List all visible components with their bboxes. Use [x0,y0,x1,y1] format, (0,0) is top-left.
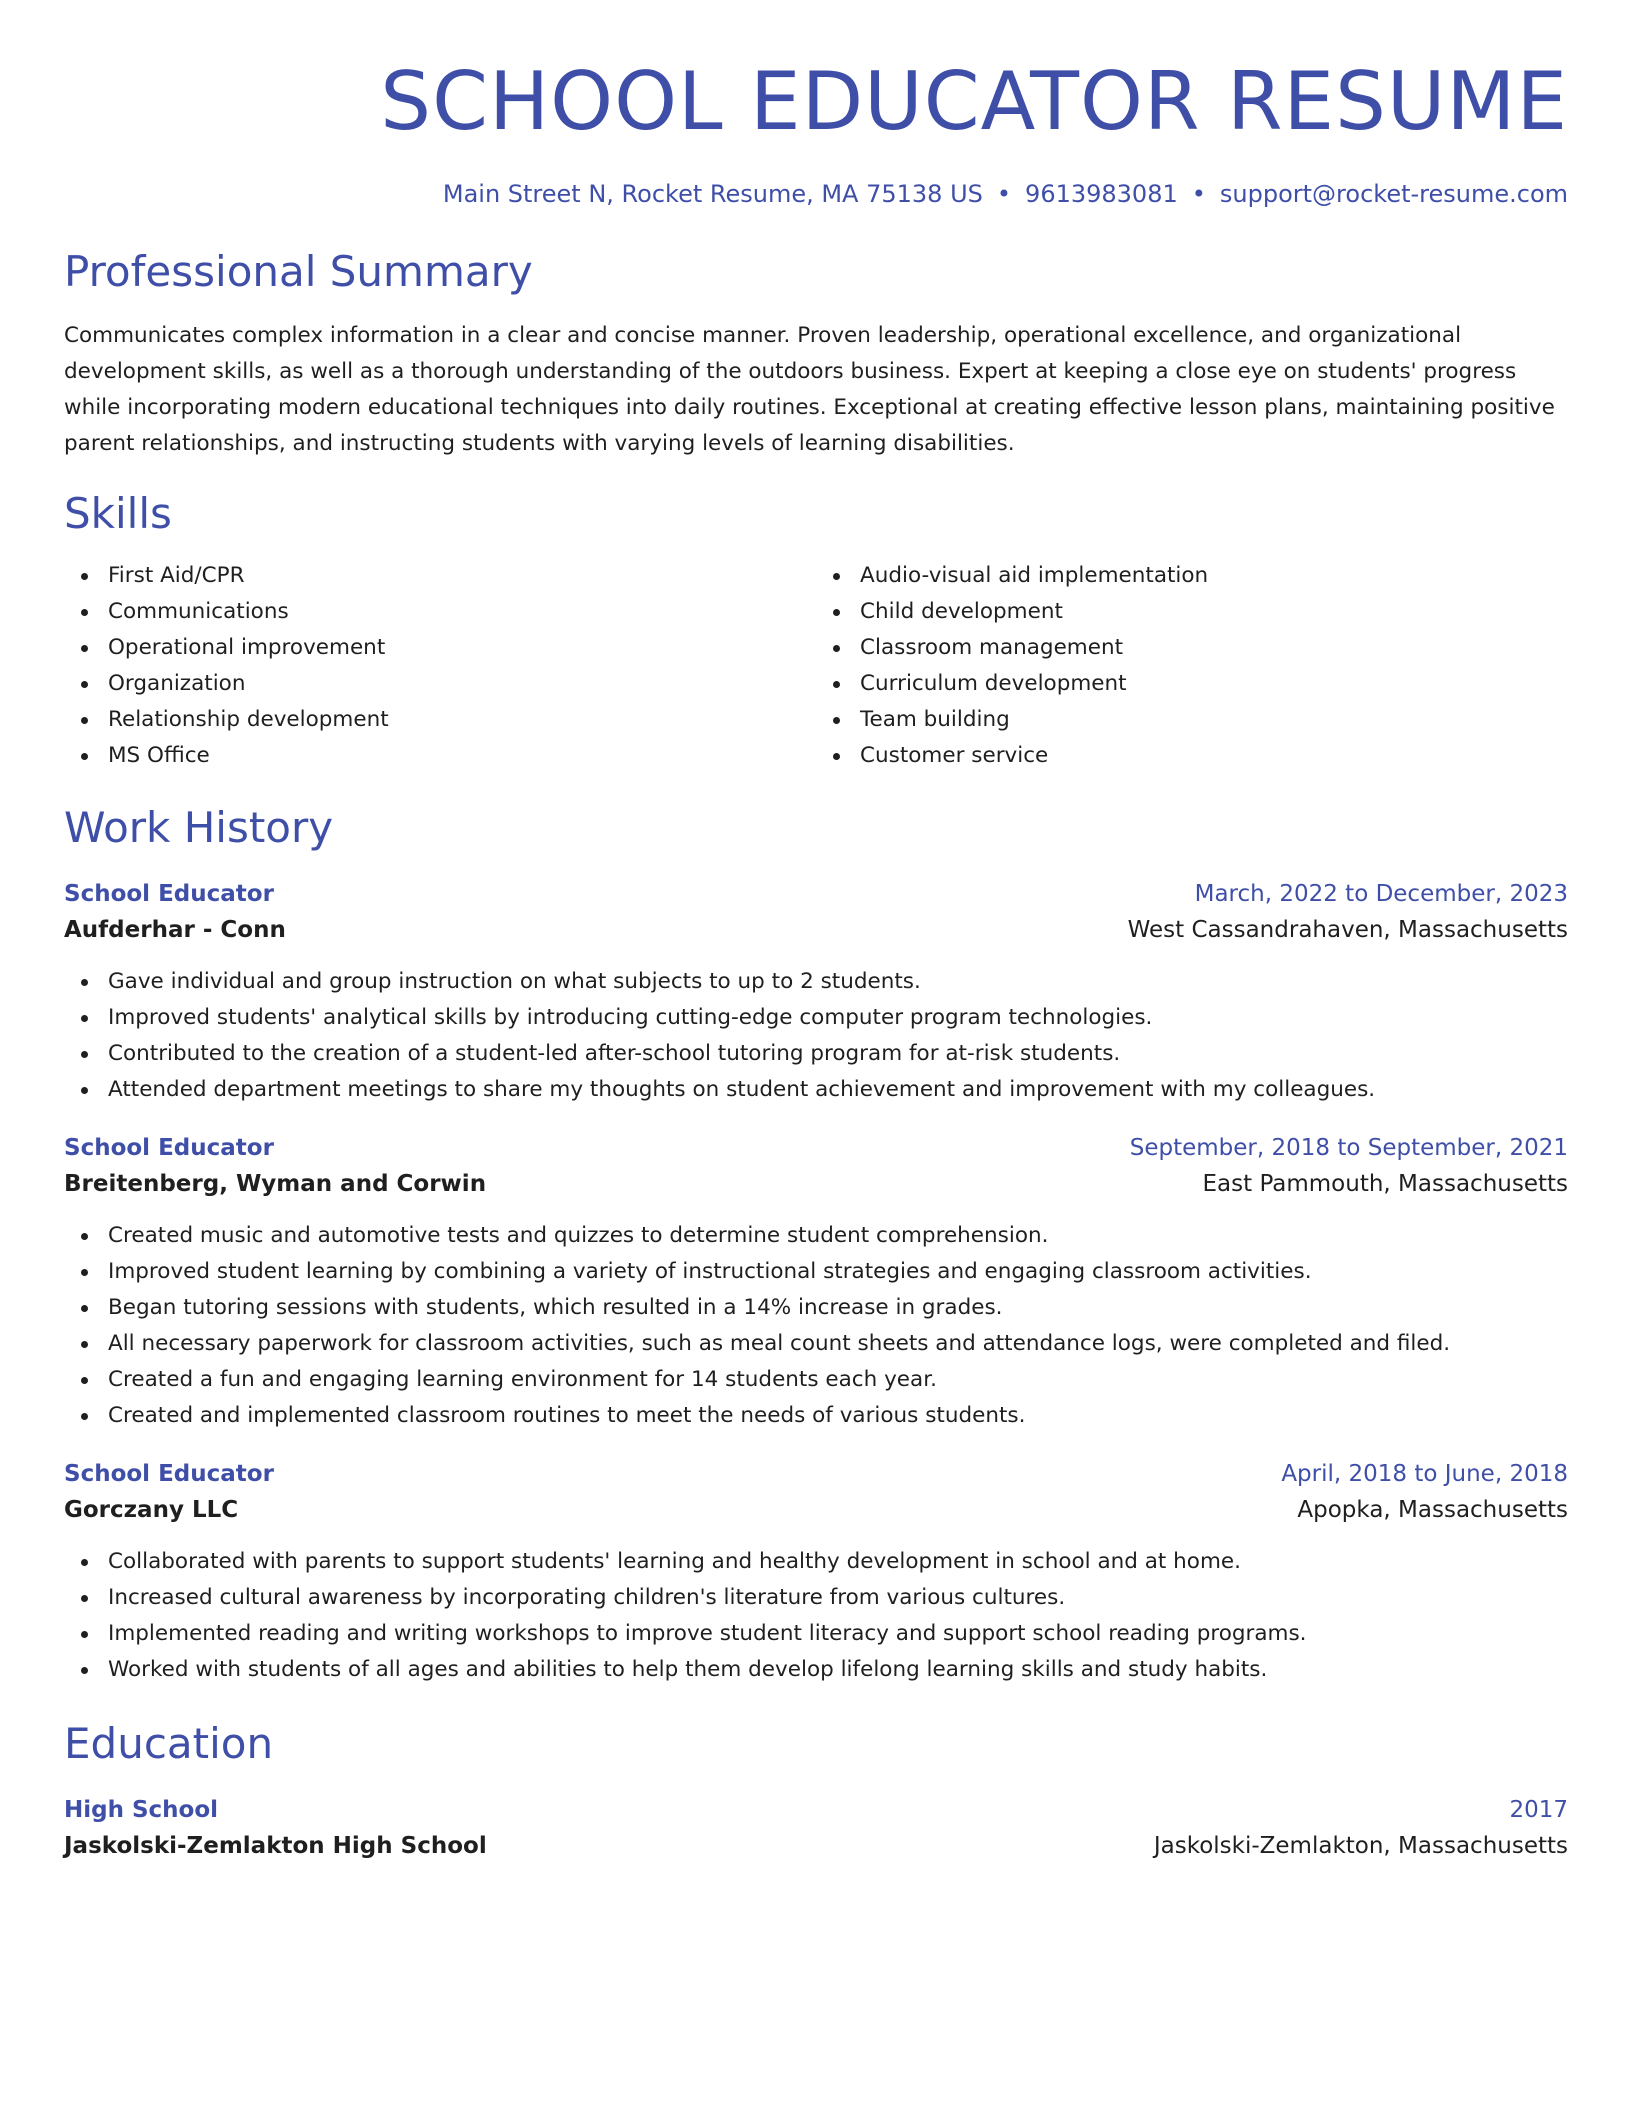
bullet-icon [81,681,88,688]
skills-list-right [816,558,1568,774]
job-company: Aufderhar - Conn [64,917,286,943]
bullet-icon [833,753,840,760]
education-heading: Education [64,1719,274,1768]
job-dates: April, 2018 to June, 2018 [1281,1461,1568,1487]
skill-item [860,558,1568,594]
skill-label: First Aid/CPR [108,563,245,588]
duty-text: Improved student learning by combining a variety of instructional strategies and engaging classroom activities. [108,1259,1312,1284]
duty-text: Created music and automotive tests and quizzes to determine student comprehension. [108,1223,1049,1248]
skill-label: Audio-visual aid implementation [860,563,1209,588]
duty-text: All necessary paperwork for classroom activities, such as meal count sheets and attendance logs, were completed and filed. [108,1331,1451,1356]
education-entry [64,1792,1568,1864]
skill-item [860,666,1568,702]
skills-grid [64,558,1568,774]
contact-line [64,178,1568,210]
skill-label: Curriculum development [860,671,1127,696]
job-duties [64,1218,1568,1434]
bullet-icon [81,1233,88,1240]
bullet-icon [81,1341,88,1348]
job-dates: September, 2018 to September, 2021 [1129,1135,1568,1161]
job-employer-row [64,912,1568,948]
duty-text: Began tutoring sessions with students, which resulted in a 14% increase in grades. [108,1295,1003,1320]
bullet-icon [81,1595,88,1602]
skill-label: Relationship development [108,707,389,732]
job-entry [64,1130,1568,1434]
job-duties [64,964,1568,1108]
skill-item [108,558,816,594]
duty-item [108,1398,1568,1434]
job-header-row [64,876,1568,912]
duty-item [108,1544,1568,1580]
summary-text: Communicates complex information in a clear and concise manner. Proven leadership, operational excellence, and organizational development skills, as well as a thorough understanding of the outdoors business. Expert at keeping a close eye on students' progress while incorporating modern educational techniques into daily routines. Exceptional at creating effective lesson plans, maintaining positive parent relationships, and instructing students with varying levels of learning disabilities. [64,323,1555,456]
job-header-row [64,1456,1568,1492]
bullet-icon [833,645,840,652]
duty-text: Created and implemented classroom routines to meet the needs of various students. [108,1403,1026,1428]
duty-text: Implemented reading and writing workshops to improve student literacy and support school reading programs. [108,1621,1307,1646]
skill-label: Child development [860,599,1063,624]
job-title: School Educator [64,1135,274,1161]
skill-item [860,702,1568,738]
skill-label: Team building [860,707,1010,732]
duty-text: Collaborated with parents to support students' learning and healthy development in school and at home. [108,1549,1241,1574]
job-duties [64,1544,1568,1688]
job-entry [64,1456,1568,1688]
contact-separator: • [1191,180,1206,208]
skill-label: Customer service [860,743,1049,768]
duty-item [108,1254,1568,1290]
duty-item [108,1616,1568,1652]
duty-text: Attended department meetings to share my thoughts on student achievement and improvement with my colleagues. [108,1077,1376,1102]
job-header-row [64,1130,1568,1166]
duty-text: Contributed to the creation of a student-led after-school tutoring program for at-risk students. [108,1041,1121,1066]
job-company: Gorczany LLC [64,1497,239,1523]
bullet-icon [81,1559,88,1566]
bullet-icon [81,1377,88,1384]
duty-item [108,1218,1568,1254]
education-year: 2017 [1509,1797,1568,1823]
skill-item [860,594,1568,630]
duty-item [108,1326,1568,1362]
duty-item [108,964,1568,1000]
duty-item [108,1362,1568,1398]
job-employer-row [64,1166,1568,1202]
skill-item [108,594,816,630]
duty-item [108,1290,1568,1326]
duty-item [108,1036,1568,1072]
bullet-icon [81,1087,88,1094]
skill-item [860,630,1568,666]
bullet-icon [81,609,88,616]
job-location: Apopka, Massachusetts [1297,1497,1568,1523]
work-history-heading: Work History [64,803,334,852]
resume-title: SCHOOL EDUCATOR RESUME [380,55,1568,148]
bullet-icon [81,1631,88,1638]
job-location: West Cassandrahaven, Massachusetts [1127,917,1568,943]
bullet-icon [81,1413,88,1420]
duty-item [108,1580,1568,1616]
bullet-icon [81,1015,88,1022]
skill-item [108,666,816,702]
skill-label: Operational improvement [108,635,386,660]
skill-item [108,630,816,666]
bullet-icon [81,753,88,760]
duty-item [108,1000,1568,1036]
skill-label: Communications [108,599,289,624]
job-company: Breitenberg, Wyman and Corwin [64,1171,487,1197]
duty-text: Increased cultural awareness by incorporating children's literature from various cultures. [108,1585,1066,1610]
skill-item [108,738,816,774]
job-dates: March, 2022 to December, 2023 [1194,881,1568,907]
bullet-icon [81,1051,88,1058]
duty-text: Gave individual and group instruction on what subjects to up to 2 students. [108,969,921,994]
education-school-row [64,1828,1568,1864]
skill-item [108,702,816,738]
skill-item [860,738,1568,774]
duty-text: Improved students' analytical skills by introducing cutting-edge computer program technologies. [108,1005,1153,1030]
bullet-icon [81,573,88,580]
bullet-icon [833,681,840,688]
job-title: School Educator [64,881,274,907]
skill-label: Organization [108,671,246,696]
contact-separator: • [996,180,1012,208]
duty-item [108,1072,1568,1108]
bullet-icon [81,717,88,724]
education-header-row [64,1792,1568,1828]
education-location: Jaskolski-Zemlakton, Massachusetts [1153,1833,1568,1859]
job-title: School Educator [64,1461,274,1487]
contact-address: Main Street N, Rocket Resume, MA 75138 US [442,180,983,208]
skill-label: MS Office [108,743,210,768]
skills-heading: Skills [64,489,172,538]
bullet-icon [81,645,88,652]
education-degree: High School [64,1797,219,1823]
bullet-icon [81,1667,88,1674]
bullet-icon [81,1269,88,1276]
bullet-icon [833,573,840,580]
contact-email: support@rocket-resume.com [1219,180,1568,208]
job-entry [64,876,1568,1108]
job-employer-row [64,1492,1568,1528]
job-location: East Pammouth, Massachusetts [1202,1171,1568,1197]
contact-phone: 9613983081 [1025,180,1178,208]
duty-text: Worked with students of all ages and abilities to help them develop lifelong learning skills and study habits. [108,1657,1268,1682]
education-school: Jaskolski-Zemlakton High School [64,1833,487,1859]
summary-heading: Professional Summary [64,247,533,296]
duty-text: Created a fun and engaging learning environment for 14 students each year. [108,1367,937,1392]
bullet-icon [833,717,840,724]
skills-list-left [64,558,816,774]
skill-label: Classroom management [860,635,1124,660]
duty-item [108,1652,1568,1688]
bullet-icon [81,979,88,986]
bullet-icon [81,1305,88,1312]
bullet-icon [833,609,840,616]
